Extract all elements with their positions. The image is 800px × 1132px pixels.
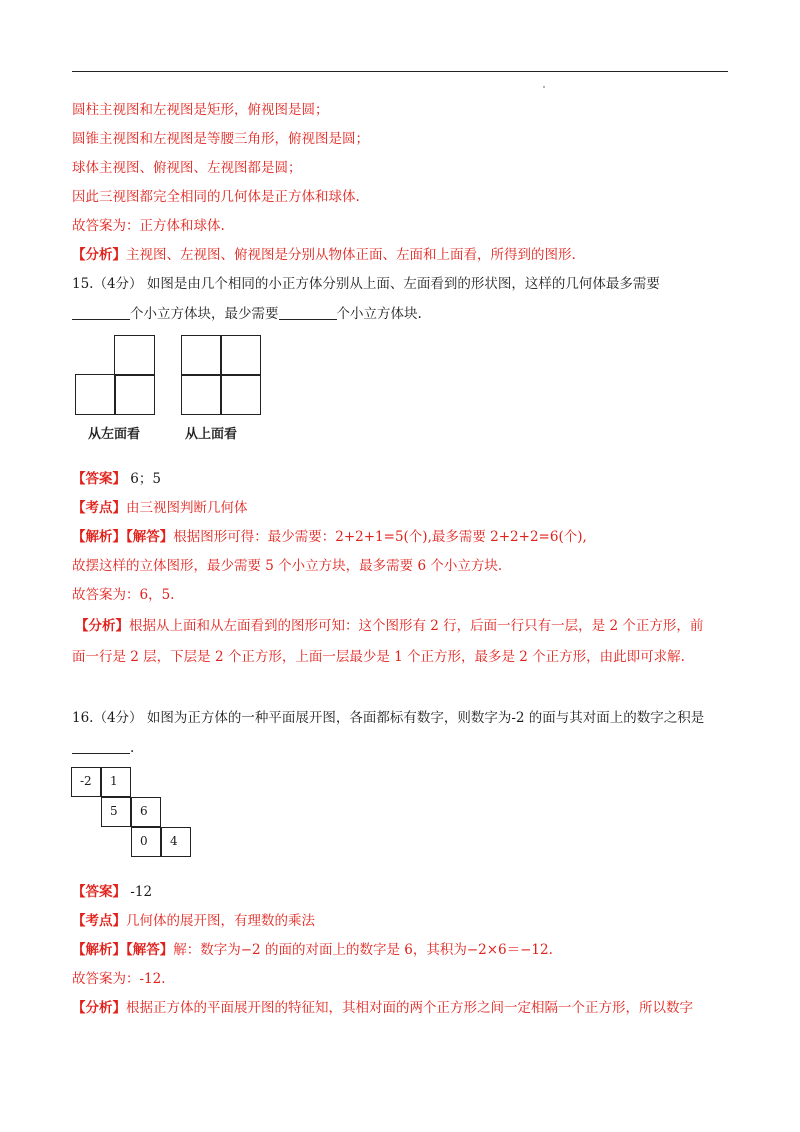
- keypoint-text: 几何体的展开图，有理数的乘法: [126, 913, 315, 929]
- cube-square: [75, 374, 116, 415]
- cube-square: [114, 374, 155, 415]
- keypoint-tag: 【考点】: [72, 500, 126, 516]
- q16-keypoint: [72, 912, 315, 930]
- solution-tag: 【解析】【解答】: [72, 529, 174, 545]
- text-line: 故摆这样的立体图形，最少需要 5 个小立方块，最多需要 6 个小立方块.: [72, 558, 503, 574]
- q15-keypoint: [72, 499, 248, 517]
- analysis-tag: 【分析】: [75, 618, 129, 634]
- q15-stem: 15.（4分） 如图是由几个相同的小正方体分别从上面、左面看到的形状图，这样的几何体最多需要: [72, 276, 660, 292]
- text-line: 故答案为：6，5.: [72, 587, 175, 603]
- q16-analysis: [72, 999, 693, 1017]
- cube-square: [220, 335, 261, 376]
- q15-solution: [72, 528, 587, 546]
- q16-stem-blank: [72, 739, 134, 757]
- top-view-figure: [181, 335, 271, 445]
- analysis-text: 主视图、左视图、俯视图是分别从物体正面、左面和上面看，所得到的图形.: [126, 247, 576, 263]
- text-line: 故答案为：-12.: [72, 971, 166, 987]
- left-view-figure: [75, 335, 165, 445]
- cube-square: [114, 335, 155, 376]
- solution-text: 解：数字为−2 的面的对面上的数字是 6，其积为−2×6＝−12.: [173, 942, 553, 958]
- answer-blank: [72, 305, 130, 320]
- answer-blank: [72, 739, 130, 754]
- net-cell: 4: [161, 827, 191, 857]
- text-line: 面一行是 2 层，下层是 2 个正方形，上面一层最少是 1 个正方形，最多是 2 个正方形，由此即可求解.: [72, 649, 685, 665]
- q15-stem-blanks: [72, 305, 422, 323]
- net-cell: 6: [131, 797, 161, 827]
- left-view-caption: 从左面看: [88, 427, 141, 442]
- net-cell: 5: [101, 797, 131, 827]
- q15-stem-part: 个小立方体块.: [336, 306, 422, 322]
- solution-text: 根据图形可得：最少需要：2+2+1=5(个),最多需要 2+2+2=6(个),: [173, 529, 587, 545]
- q16-solution: [72, 941, 553, 959]
- net-cell: 0: [131, 827, 161, 857]
- text-line: 圆锥主视图和左视图是等腰三角形，俯视图是圆；: [72, 131, 369, 147]
- q15-stem-part: 个小立方体块，最少需要: [130, 306, 279, 322]
- keypoint-tag: 【考点】: [72, 913, 126, 929]
- keypoint-text: 由三视图判断几何体: [126, 500, 248, 516]
- scan-speck: [543, 86, 545, 88]
- answer-blank: [279, 305, 337, 320]
- net-cell: 1: [101, 767, 131, 797]
- analysis-line: [72, 246, 576, 264]
- text-line: 圆柱主视图和左视图是矩形，俯视图是圆；: [72, 102, 329, 118]
- cube-net-figure: [71, 767, 196, 857]
- analysis-tag: 【分析】: [72, 1000, 126, 1016]
- answer-text: -12: [126, 884, 153, 900]
- cube-square: [220, 374, 261, 415]
- answer-tag: 【答案】: [72, 884, 126, 900]
- text-line: 球体主视图、俯视图、左视图都是圆；: [72, 160, 302, 176]
- answer-text: 6；5: [126, 471, 161, 487]
- q16-answer: [72, 883, 152, 901]
- solution-tag: 【解析】【解答】: [72, 942, 174, 958]
- analysis-tag: 【分析】: [72, 247, 126, 263]
- text-line: 因此三视图都完全相同的几何体是正方体和球体.: [72, 189, 360, 205]
- cube-square: [181, 335, 222, 376]
- text-line: 故答案为：正方体和球体.: [72, 218, 225, 234]
- q16-stem-part: .: [130, 740, 135, 756]
- analysis-text: 根据从上面和从左面看到的图形可知：这个图形有 2 行，后面一行只有一层，是 2 个正方形，前: [129, 618, 704, 634]
- top-view-caption: 从上面看: [185, 427, 238, 442]
- q15-analysis: [75, 617, 703, 635]
- answer-tag: 【答案】: [72, 471, 126, 487]
- analysis-text: 根据正方体的平面展开图的特征知，其相对面的两个正方形之间一定相隔一个正方形，所以数字: [126, 1000, 693, 1016]
- q15-answer: [72, 470, 161, 488]
- net-cell: -2: [71, 767, 101, 797]
- q16-stem: 16.（4分） 如图为正方体的一种平面展开图，各面都标有数字，则数字为-2 的面与其对面上的数字之积是: [72, 710, 705, 726]
- cube-square: [181, 374, 222, 415]
- header-rule: [72, 71, 728, 72]
